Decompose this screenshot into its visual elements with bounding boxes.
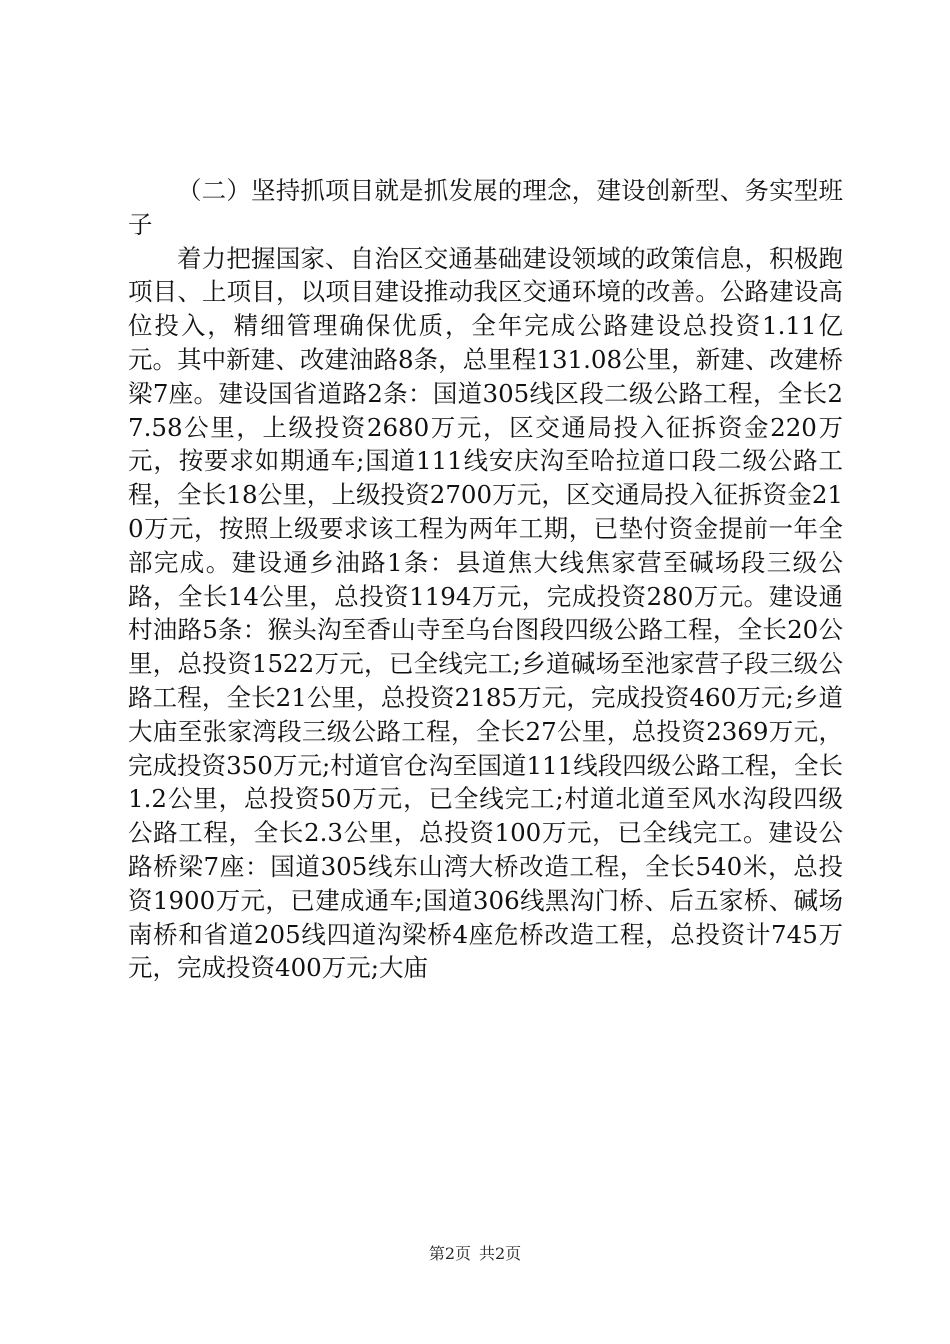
page-number: 第2页 bbox=[428, 1244, 471, 1263]
document-body bbox=[128, 174, 843, 985]
body-paragraph: 着力把握国家、自治区交通基础建设领域的政策信息，积极跑项目、上项目，以项目建设推动我区交通环境的改善。公路建设高位投入，精细管理确保优质，全年完成公路建设总投资1.11亿元。其中新建、改建油路8条，总里程131.08公里，新建、改建桥梁7座。建设国省道路2条：国道305线区段二级公路工程，全长27.58公里，上级投资2680万元，区交通局投入征拆资金220万元，按要求如期通车;国道111线安庆沟至哈拉道口段二级公路工程，全长18公里，上级投资2700万元，区交通局投入征拆资金210万元，按照上级要求该工程为两年工期，已垫付资金提前一年全部完成。建设通乡油路1条：县道焦大线焦家营至碱场段三级公路，全长14公里，总投资1194万元，完成投资280万元。建设通村油路5条：猴头沟至香山寺至乌台图段四级公路工程，全长20公里，总投资1522万元，已全线完工;乡道碱场至池家营子段三级公路工程，全长21公里，总投资2185万元，完成投资460万元;乡道大庙至张家湾段三级公路工程，全长27公里，总投资2369万元，完成投资350万元;村道官仓沟至国道111线段四级公路工程，全长1.2公里，总投资50万元，已全线完工;村道北道至风水沟段四级公路工程，全长2.3公里，总投资100万元，已全线完工。建设公路桥梁7座：国道305线东山湾大桥改造工程，全长540米，总投资1900万元，已建成通车;国道306线黑沟门桥、后五家桥、碱场南桥和省道205线四道沟梁桥4座危桥改造工程，总投资计745万元，完成投资400万元;大庙 bbox=[128, 243, 843, 983]
section-heading: （二）坚持抓项目就是抓发展的理念，建设创新型、务实型班子 bbox=[128, 176, 843, 239]
page-footer bbox=[0, 1244, 950, 1264]
page-total: 共2页 bbox=[479, 1244, 522, 1263]
